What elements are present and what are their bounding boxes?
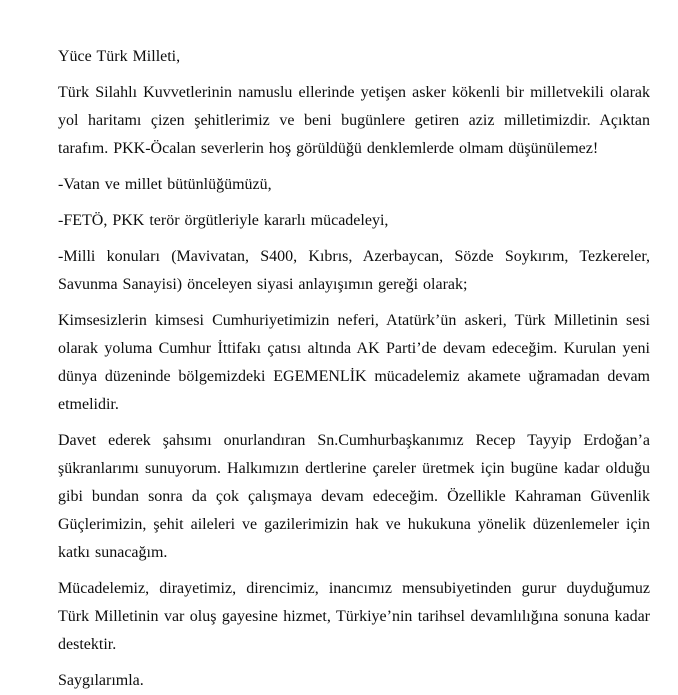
list-item-vatan: -Vatan ve millet bütünlüğümüzü, <box>58 176 272 193</box>
gratitude-paragraph: Davet ederek şahsımı onurlandıran Sn.Cumhurbaşkanımız Recep Tayyip Erdoğan’a şükranlarımı sunuyorum. Halkımızın dertlerine çareler üretmek için bugüne kadar olduğu gibi bundan sonra da çok çalışmaya devam edeceğim. Özellikle Kahraman Güvenlik Güçlerimizin, şehit aileleri ve gazilerimizin hak ve hukukuna yönelik düzenlemeler için katkı sunacağım. <box>58 432 650 561</box>
support-paragraph: Mücadelemiz, dirayetimiz, direncimiz, inancımız mensubiyetinden gurur duyduğumuz Türk Milletinin var oluş gayesine hizmet, Türkiye’nin tarihsel devamlılığına sonuna kadar destektir. <box>58 580 650 653</box>
list-item-milli-konular: -Milli konuları (Mavivatan, S400, Kıbrıs, Azerbaycan, Sözde Soykırım, Tezkereler, Savunma Sanayisi) önceleyen siyasi anlayışımın gereği olarak; <box>58 248 650 293</box>
intro-paragraph: Türk Silahlı Kuvvetlerinin namuslu ellerinde yetişen asker kökenli bir milletvekili olarak yol haritamı çizen şehitlerimiz ve beni bugünlere getiren aziz milletimizdir. Açıktan tarafım. PKK-Öcalan severlerin hoş görüldüğü denklemlerde olmam düşünülemez! <box>58 84 650 157</box>
salutation: Yüce Türk Milleti, <box>58 48 181 65</box>
list-item-feto-pkk: -FETÖ, PKK terör örgütleriyle kararlı mücadeleyi, <box>58 212 389 229</box>
commitment-paragraph: Kimsesizlerin kimsesi Cumhuriyetimizin neferi, Atatürk’ün askeri, Türk Milletinin sesi olarak yoluma Cumhur İttifakı çatısı altında AK Parti’de devam edeceğim. Kurulan yeni dünya düzeninde bölgemizdeki EGEMENLİK mücadelemiz akamete uğramadan devam etmelidir. <box>58 312 650 413</box>
closing: Saygılarımla. <box>58 672 144 689</box>
